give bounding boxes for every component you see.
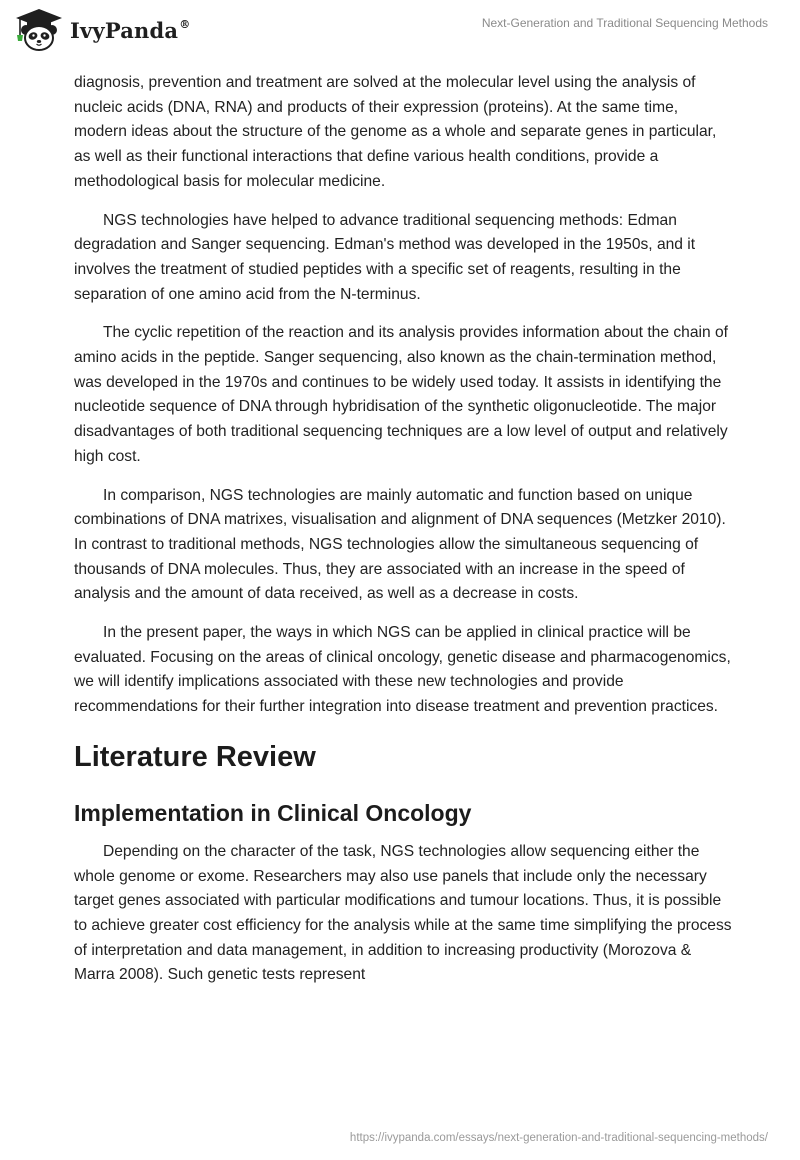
paragraph: NGS technologies have helped to advance traditional sequencing methods: Edman degradation and Sanger sequencing. Edman's method was developed in the 1950s, and it involves the treatment of studied peptides with a specific set of reagents, resulting in the separation of one amino acid from the N-terminus. (74, 211, 696, 303)
section-heading-literature-review: Literature Review (74, 740, 316, 773)
article-body (74, 71, 734, 1002)
paragraph: The cyclic repetition of the reaction and its analysis provides information about the chain of amino acids in the peptide. Sanger sequencing, also known as the chain-termination method, was developed in the 1970s and continues to be widely used today. It assists in identifying the nucleotide sequence of DNA through hybridisation of the synthetic oligonucleotide. The major disadvantages of both traditional sequencing techniques are a low level of output and relatively high cost. (74, 324, 728, 465)
footer-url-link[interactable]: https://ivypanda.com/essays/next-generation-and-traditional-sequencing-methods/ (349, 1132, 768, 1144)
paragraph: diagnosis, prevention and treatment are solved at the molecular level using the analysis of nucleic acids (DNA, RNA) and products of their expression (proteins). At the same time, modern ideas about the structure of the genome as a whole and separate genes in particular, as well as their functional interactions that define various health conditions, provide a methodological basis for molecular medicine. (74, 74, 717, 190)
site-logo[interactable] (14, 8, 190, 52)
logo-text (70, 18, 190, 43)
paragraph: In comparison, NGS technologies are mainly automatic and function based on unique combinations of DNA matrixes, visualisation and alignment of DNA sequences (Metzker 2010). In contrast to traditional methods, NGS technologies allow the simultaneous sequencing of thousands of DNA molecules. Thus, they are associated with an increase in the speed of analysis and the amount of data received, as well as a decrease in costs. (74, 486, 726, 603)
paragraph: In the present paper, the ways in which NGS can be applied in clinical practice will be evaluated. Focusing on the areas of clinical oncology, genetic disease and pharmacogenomics, we will identify implications associated with these new technologies and provide recommendations for their further integration into disease treatment and prevention practices. (74, 624, 731, 716)
registered-mark: ® (179, 17, 191, 31)
panda-graduation-cap-icon (14, 8, 64, 52)
paragraph: Depending on the character of the task, NGS technologies allow sequencing either the whole genome or exome. Researchers may also use panels that include only the necessary target genes associated with particular modifications and tumour locations. Thus, it is possible to achieve greater cost efficiency for the analysis while at the same time simplifying the process of interpretation and data management, in addition to increasing productivity (Morozova & Marra 2008). Such genetic tests represent (74, 842, 732, 984)
page-header (0, 0, 800, 70)
logo-wordmark: IvyPanda (70, 17, 179, 43)
document-title: Next-Generation and Traditional Sequencing Methods (481, 16, 768, 30)
subsection-heading-clinical-oncology: Implementation in Clinical Oncology (74, 799, 472, 826)
